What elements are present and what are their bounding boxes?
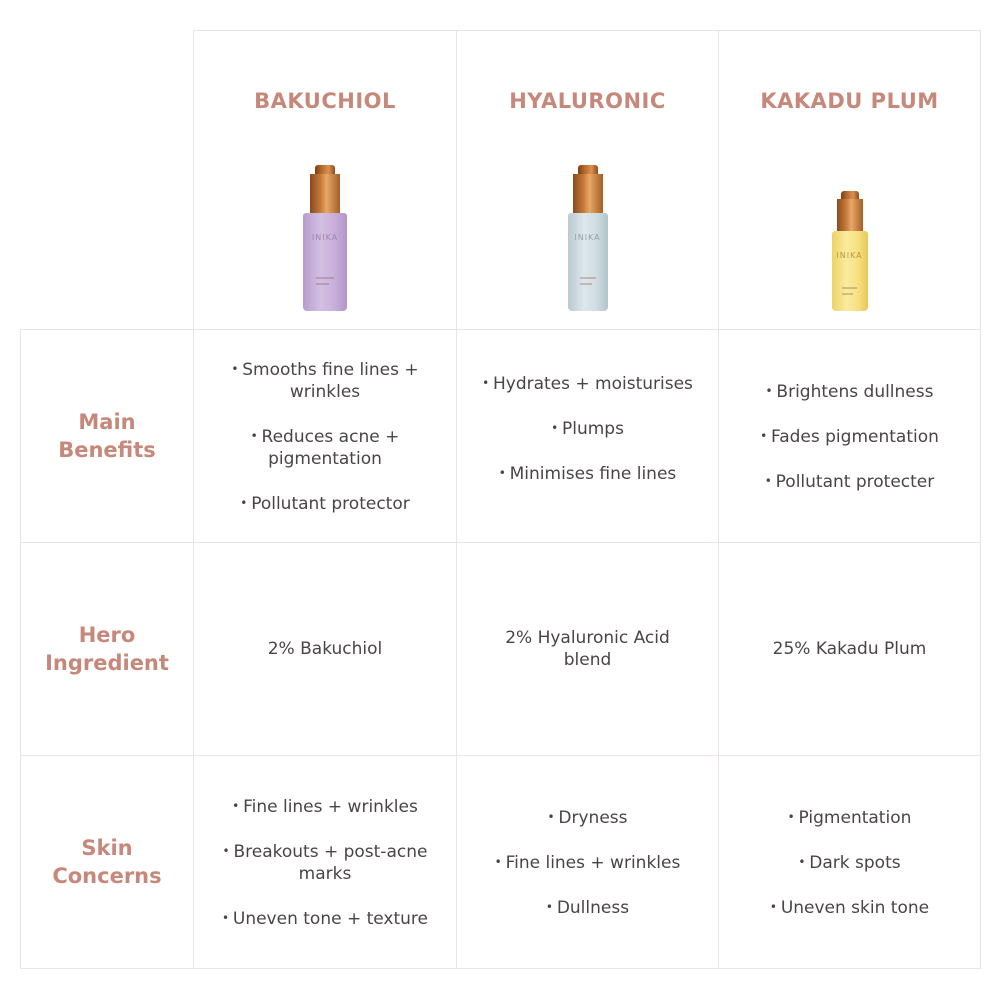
list-item: • Uneven skin tone xyxy=(735,896,965,919)
hero-ingredient-kakadu-plum xyxy=(718,542,981,756)
row-label-line: Concerns xyxy=(52,864,162,888)
list-item: • Breakouts + post-acne marks xyxy=(210,840,440,885)
bottle-body xyxy=(568,213,608,311)
bottle-brand: INIKA xyxy=(836,251,863,260)
bottle-body xyxy=(832,231,868,311)
list-item: • Brightens dullness xyxy=(735,380,965,403)
bottle-brand: INIKA xyxy=(311,233,339,242)
list-item: • Pollutant protector xyxy=(210,492,440,515)
product-name: BAKUCHIOL xyxy=(254,89,396,113)
hyaluronic-bottle-image xyxy=(568,165,608,311)
list-item: • Fine lines + wrinkles xyxy=(210,795,440,818)
product-header-hyaluronic xyxy=(456,30,719,330)
list-item: • Dryness xyxy=(473,806,703,829)
list-item: • Pigmentation xyxy=(735,806,965,829)
row-label-line: Benefits xyxy=(58,438,156,462)
product-header-kakadu-plum xyxy=(718,30,981,330)
list-item: • Fine lines + wrinkles xyxy=(473,851,703,874)
bakuchiol-bottle-image xyxy=(303,165,347,311)
product-header-bakuchiol xyxy=(193,30,457,330)
row-label-line: Main xyxy=(78,410,136,434)
list-item: • Reduces acne + pigmentation xyxy=(210,425,440,470)
main-benefits-hyaluronic xyxy=(456,329,719,543)
row-label-line: Skin xyxy=(81,836,133,860)
list-item: • Dark spots xyxy=(735,851,965,874)
bottle-body xyxy=(303,213,347,311)
hero-ingredient-hyaluronic xyxy=(456,542,719,756)
product-name: KAKADU PLUM xyxy=(760,89,939,113)
row-label-line: Hero xyxy=(78,623,136,647)
list-item: • Minimises fine lines xyxy=(473,462,703,485)
row-label-line: Ingredient xyxy=(45,651,169,675)
product-name: HYALURONIC xyxy=(509,89,666,113)
list-item: • Fades pigmentation xyxy=(735,425,965,448)
list-item: • Uneven tone + texture xyxy=(210,907,440,930)
list-item: • Dullness xyxy=(473,896,703,919)
list-item: • Pollutant protecter xyxy=(735,470,965,493)
main-benefits-kakadu-plum xyxy=(718,329,981,543)
row-label-hero-ingredient xyxy=(20,542,194,756)
list-item: • Plumps xyxy=(473,417,703,440)
hero-ingredient-text: 25% Kakadu Plum xyxy=(772,639,927,659)
hero-ingredient-text: 2% Bakuchiol xyxy=(267,639,383,659)
skin-concerns-bakuchiol xyxy=(193,755,457,969)
hero-ingredient-bakuchiol xyxy=(193,542,457,756)
skin-concerns-kakadu-plum xyxy=(718,755,981,969)
skin-concerns-hyaluronic xyxy=(456,755,719,969)
row-label-main-benefits xyxy=(20,329,194,543)
main-benefits-bakuchiol xyxy=(193,329,457,543)
list-item: • Hydrates + moisturises xyxy=(473,372,703,395)
bottle-brand: INIKA xyxy=(574,233,601,242)
kakadu-plum-bottle-image xyxy=(832,191,868,311)
list-item: • Smooths fine lines + wrinkles xyxy=(210,358,440,403)
row-label-skin-concerns xyxy=(20,755,194,969)
hero-ingredient-text: 2% Hyaluronic Acid blend xyxy=(505,628,670,670)
